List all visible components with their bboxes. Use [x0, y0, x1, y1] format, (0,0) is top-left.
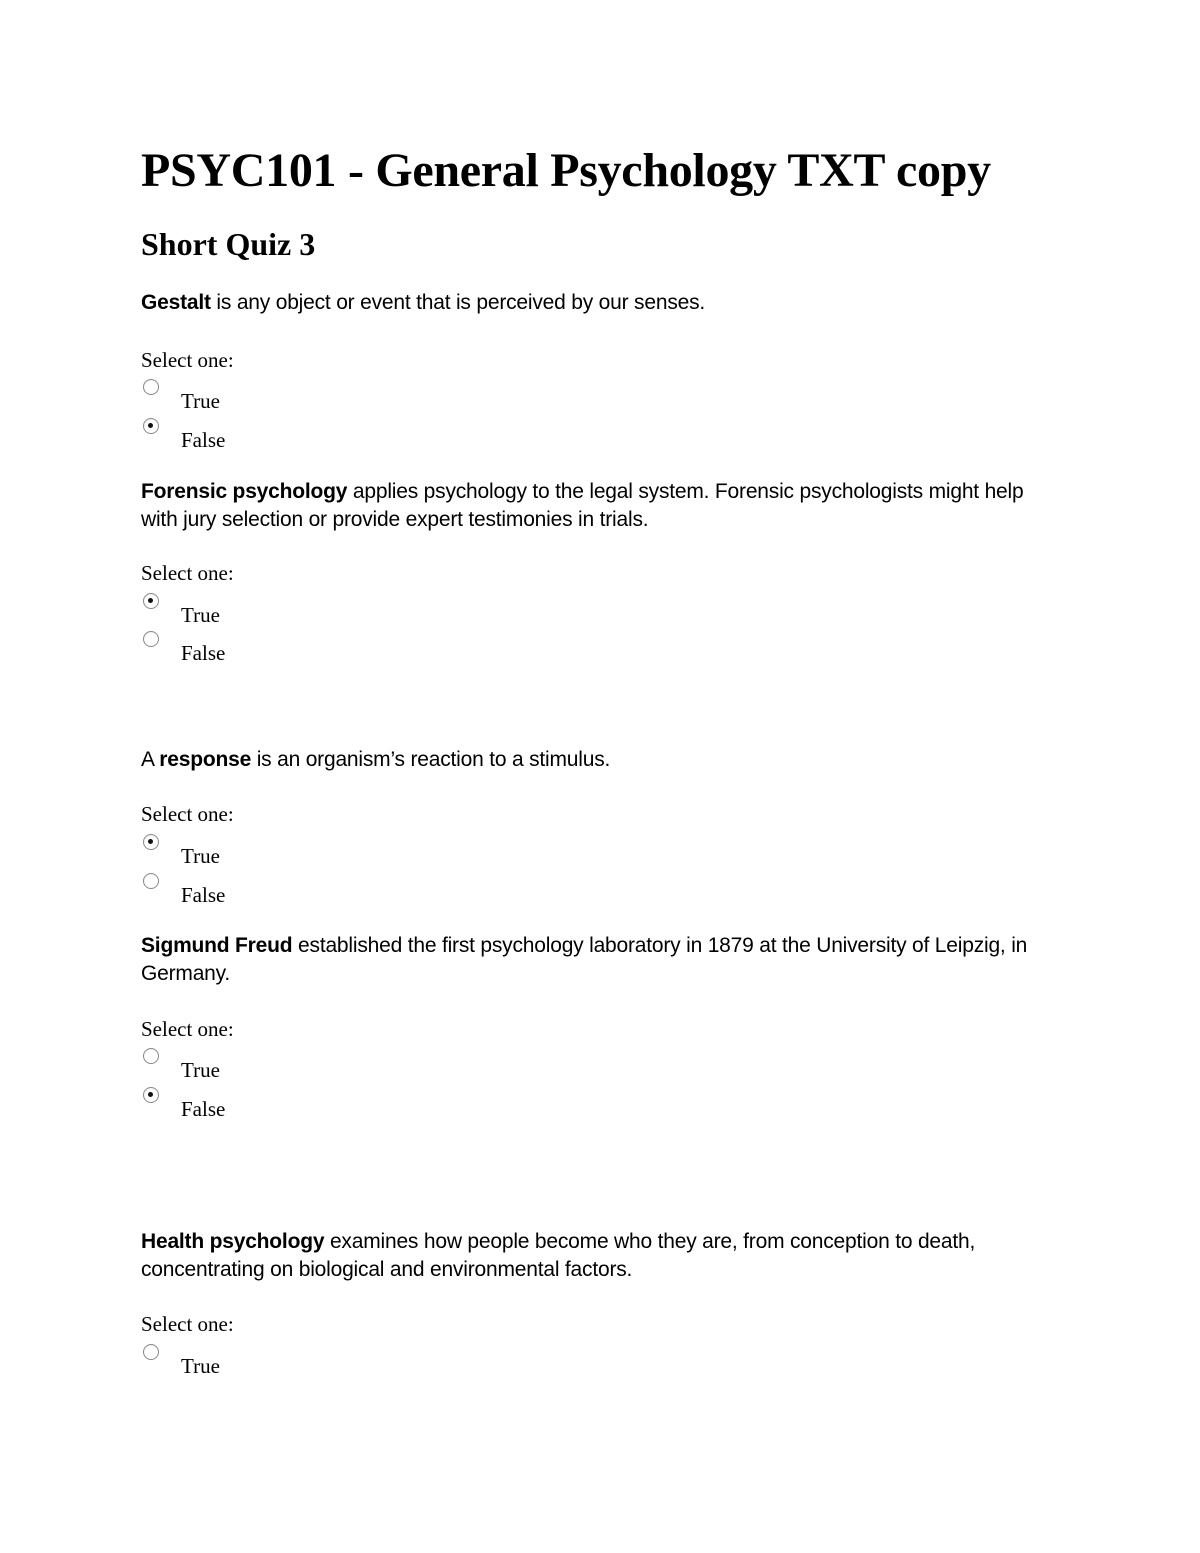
option-label: True [181, 844, 220, 868]
question-1-select-label: Select one: [141, 348, 234, 372]
radio-icon[interactable] [143, 418, 159, 434]
question-5-text: Health psychology examines how people become who they are, from conception to death, concentrating on biological and environmental factors. [141, 1230, 976, 1281]
radio-icon[interactable] [143, 379, 159, 395]
quiz-subtitle: Short Quiz 3 [141, 226, 316, 262]
question-1-term: Gestalt [141, 291, 211, 314]
option-label: False [181, 428, 226, 452]
question-4-select-label: Select one: [141, 1017, 234, 1041]
question-1-option-false[interactable] [143, 418, 343, 452]
option-label: True [181, 1354, 220, 1378]
option-label: False [181, 1097, 226, 1121]
question-4-option-false[interactable] [143, 1087, 343, 1121]
question-2-option-false[interactable] [143, 631, 343, 665]
question-5-select-label: Select one: [141, 1312, 234, 1336]
question-5-option-true[interactable] [143, 1344, 343, 1378]
radio-icon[interactable] [143, 873, 159, 889]
option-label: False [181, 641, 226, 665]
radio-icon[interactable] [143, 593, 159, 609]
question-2-option-true[interactable] [143, 593, 343, 627]
radio-icon[interactable] [143, 1087, 159, 1103]
question-4-option-true[interactable] [143, 1048, 343, 1082]
question-4-term: Sigmund Freud [141, 934, 293, 957]
question-3-term: response [159, 748, 252, 771]
question-5-term: Health psychology [141, 1230, 325, 1253]
question-3-select-label: Select one: [141, 802, 234, 826]
question-4-text: Sigmund Freud established the first psychology laboratory in 1879 at the University of Leipzig, in Germany. [141, 934, 1028, 985]
radio-icon[interactable] [143, 631, 159, 647]
question-3-option-false[interactable] [143, 873, 343, 907]
option-label: True [181, 603, 220, 627]
question-2-text: Forensic psychology applies psychology to the legal system. Forensic psychologists might help with jury selection or provide expert testimonies in trials. [141, 480, 1024, 531]
question-3-text: A response is an organism’s reaction to a stimulus. [141, 748, 611, 771]
question-1-option-true[interactable] [143, 379, 343, 413]
option-label: True [181, 1058, 220, 1082]
question-1-text: Gestalt is any object or event that is perceived by our senses. [141, 291, 706, 314]
question-2-term: Forensic psychology [141, 480, 348, 503]
radio-icon[interactable] [143, 1344, 159, 1360]
question-2-select-label: Select one: [141, 561, 234, 585]
option-label: False [181, 883, 226, 907]
radio-icon[interactable] [143, 1048, 159, 1064]
question-3-option-true[interactable] [143, 834, 343, 868]
page-title: PSYC101 - General Psychology TXT copy [141, 144, 991, 197]
radio-icon[interactable] [143, 834, 159, 850]
option-label: True [181, 389, 220, 413]
